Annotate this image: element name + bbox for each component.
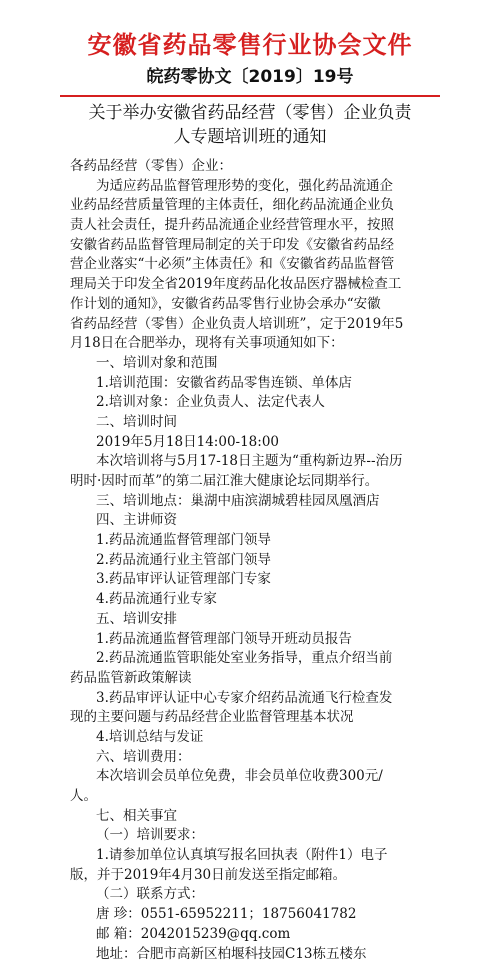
red-divider	[60, 95, 440, 97]
body-line: 二、培训时间	[70, 413, 440, 433]
body-line: 2.培训对象：企业负责人、法定代表人	[70, 393, 440, 413]
body-line: 责人社会责任，提升药品流通企业经营管理水平，按照	[70, 216, 440, 236]
body-line: 1.请参加单位认真填写报名回执表（附件1）电子	[70, 846, 440, 866]
body-line: 唐 珍：0551-65952211；18756041782	[70, 905, 440, 925]
body-line: 4.药品流通行业专家	[70, 590, 440, 610]
body-line: 明时·因时而革”的第二届江淮大健康论坛同期举行。	[70, 472, 440, 492]
notice-body	[70, 157, 440, 964]
subject-line-2: 人专题培训班的通知	[60, 125, 440, 149]
body-line: 业药品经营质量管理的主体责任，细化药品流通企业负	[70, 196, 440, 216]
body-line: 1.药品流通监督管理部门领导	[70, 531, 440, 551]
body-line: 作计划的通知》，安徽省药品零售行业协会承办“安徽	[70, 295, 440, 315]
body-line: 1.培训范围：安徽省药品零售连锁、单体店	[70, 374, 440, 394]
body-line: 3.药品审评认证管理部门专家	[70, 570, 440, 590]
body-line: 三、培训地点：巢湖中庙滨湖城碧桂园凤凰酒店	[70, 492, 440, 512]
body-line: 3.药品审评认证中心专家介绍药品流通飞行检查发	[70, 689, 440, 709]
body-line: 4.培训总结与发证	[70, 728, 440, 748]
body-line: 营企业落实“十必须”主体责任》和《安徽省药品监督管	[70, 255, 440, 275]
body-line: 月18日在合肥举办，现将有关事项通知如下：	[70, 334, 440, 354]
body-line: 六、培训费用：	[70, 748, 440, 768]
body-line: 地址：合肥市高新区柏堰科技园C13栋五楼东	[70, 945, 440, 964]
body-line: 2019年5月18日14:00-18:00	[70, 433, 440, 453]
body-line: 邮 箱：2042015239@qq.com	[70, 925, 440, 945]
body-line: 省药品经营（零售）企业负责人培训班”，定于2019年5	[70, 315, 440, 335]
body-line: 本次培训会员单位免费，非会员单位收费300元/	[70, 767, 440, 787]
body-line: （一）培训要求：	[70, 826, 440, 846]
body-line: 药品监管新政策解读	[70, 669, 440, 689]
body-line: 现的主要问题与药品经营企业监督管理基本状况	[70, 708, 440, 728]
body-line: 2.药品流通行业主管部门领导	[70, 551, 440, 571]
org-title: 安徽省药品零售行业协会文件	[0, 30, 500, 60]
body-line: 人。	[70, 787, 440, 807]
body-line: 安徽省药品监督管理局制定的关于印发《安徽省药品经	[70, 236, 440, 256]
body-line: 2.药品流通监管职能处室业务指导，重点介绍当前	[70, 649, 440, 669]
body-line: 1.药品流通监督管理部门领导开班动员报告	[70, 630, 440, 650]
body-line: 七、相关事宜	[70, 807, 440, 827]
body-line: 版，并于2019年4月30日前发送至指定邮箱。	[70, 866, 440, 886]
notice-subject	[60, 101, 440, 149]
body-line: 本次培训将与5月17-18日主题为“重构新边界--治历	[70, 452, 440, 472]
subject-line-1: 关于举办安徽省药品经营（零售）企业负责	[60, 101, 440, 125]
body-line: 一、培训对象和范围	[70, 354, 440, 374]
body-line: 理局关于印发全省2019年度药品化妆品医疗器械检查工	[70, 275, 440, 295]
body-line: 各药品经营（零售）企业：	[70, 157, 440, 177]
body-line: 为适应药品监督管理形势的变化，强化药品流通企	[70, 177, 440, 197]
body-line: （二）联系方式：	[70, 885, 440, 905]
body-line: 四、主讲师资	[70, 511, 440, 531]
document-number: 皖药零协文〔2019〕19号	[0, 66, 500, 88]
body-line: 五、培训安排	[70, 610, 440, 630]
